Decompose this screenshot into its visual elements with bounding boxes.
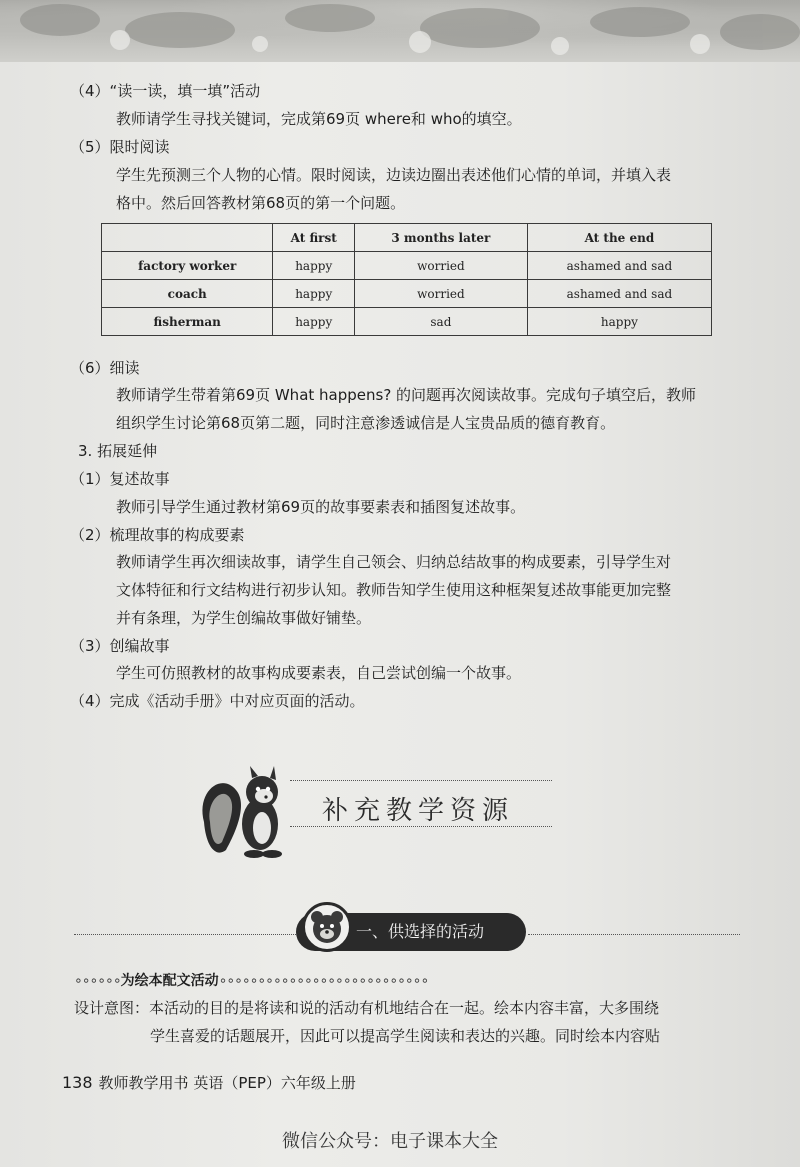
step-6-heading: （6）细读 <box>70 359 140 377</box>
banner-title: 补充教学资源 <box>322 796 515 826</box>
table-cell: sad <box>354 308 527 336</box>
book-title: 教师教学用书 英语（PEP）六年级上册 <box>98 1074 356 1092</box>
step-6-text-2: 组织学生讨论第68页第二题，同时注意渗透诚信是人宝贵品质的德育教育。 <box>116 414 616 432</box>
ext-2-text-1: 教师请学生再次细读故事，请学生自己领会、归纳总结故事的构成要素，引导学生对 <box>116 553 672 571</box>
sub-section-label: 为绘本配文活动 <box>120 973 219 989</box>
table-header-cell: At the end <box>527 224 711 252</box>
step-6-text-1: 教师请学生带着第69页 What happens? 的问题再次阅读故事。完成句子填空后，教师 <box>116 386 697 404</box>
table-row <box>102 280 712 308</box>
page-number: 138 <box>62 1073 93 1092</box>
header-decoration <box>0 0 800 62</box>
ext-1-heading: （1）复述故事 <box>70 470 170 488</box>
section-rule-right <box>528 934 740 935</box>
step-4-heading: （4）“读一读，填一填”活动 <box>70 82 261 100</box>
table-cell: happy <box>273 280 355 308</box>
table-row <box>102 252 712 280</box>
ext-1-text: 教师引导学生通过教材第69页的故事要素表和插图复述故事。 <box>116 498 526 516</box>
table-header-cell: At first <box>273 224 355 252</box>
table-cell: happy <box>273 252 355 280</box>
table-row <box>102 308 712 336</box>
sub-section-title <box>74 970 428 990</box>
table-cell: factory worker <box>102 252 273 280</box>
table-cell: happy <box>273 308 355 336</box>
ext-2-heading: （2）梳理故事的构成要素 <box>70 526 245 544</box>
squirrel-icon <box>196 762 306 862</box>
table-header-cell <box>102 224 273 252</box>
table-cell: ashamed and sad <box>527 280 711 308</box>
section-rule-left <box>74 934 296 935</box>
step-5-heading: （5）限时阅读 <box>70 138 170 156</box>
table-cell: fisherman <box>102 308 273 336</box>
step-4-text: 教师请学生寻找关键词，完成第69页 where和 who的填空。 <box>116 110 522 128</box>
section-3-heading: 3. 拓展延伸 <box>78 442 158 460</box>
dot-ornament-right: ∘∘∘∘∘∘∘∘∘∘∘∘∘∘∘∘∘∘∘∘∘∘∘∘∘∘∘ <box>218 973 429 989</box>
step-5-text-1: 学生先预测三个人物的心情。限时阅读，边读边圈出表述他们心情的单词，并填入表 <box>116 166 672 184</box>
bear-icon <box>302 902 352 952</box>
table-header-cell: 3 months later <box>354 224 527 252</box>
table-cell: coach <box>102 280 273 308</box>
design-intent-line-2: 学生喜爱的话题展开，因此可以提高学生阅读和表达的兴趣。同时绘本内容贴 <box>150 1027 661 1045</box>
ext-3-text: 学生可仿照教材的故事构成要素表，自己尝试创编一个故事。 <box>116 664 522 682</box>
ext-3-heading: （3）创编故事 <box>70 637 170 655</box>
design-intent-line-1: 设计意图：本活动的目的是将读和说的活动有机地结合在一起。绘本内容丰富，大多围绕 <box>74 999 660 1017</box>
table-cell: ashamed and sad <box>527 252 711 280</box>
watermark: 微信公众号：电子课本大全 <box>282 1131 498 1152</box>
ext-2-text-2: 文体特征和行文结构进行初步认知。教师告知学生使用这种框架复述故事能更加完整 <box>116 581 672 599</box>
mood-table <box>101 223 712 336</box>
step-5-text-2: 格中。然后回答教材第68页的第一个问题。 <box>116 194 406 212</box>
ext-2-text-3: 并有条理，为学生创编故事做好铺垫。 <box>116 609 372 627</box>
dot-ornament-left: ∘∘∘∘∘∘ <box>74 973 121 989</box>
page-footer <box>62 1072 356 1093</box>
table-cell: happy <box>527 308 711 336</box>
table-cell: worried <box>354 252 527 280</box>
banner-bottom-rule <box>290 826 552 827</box>
table-cell: worried <box>354 280 527 308</box>
table-header-row <box>102 224 712 252</box>
banner-top-rule <box>290 780 552 781</box>
section-pill: 一、供选择的活动 <box>296 913 526 951</box>
ext-4-heading: （4）完成《活动手册》中对应页面的活动。 <box>70 692 365 710</box>
